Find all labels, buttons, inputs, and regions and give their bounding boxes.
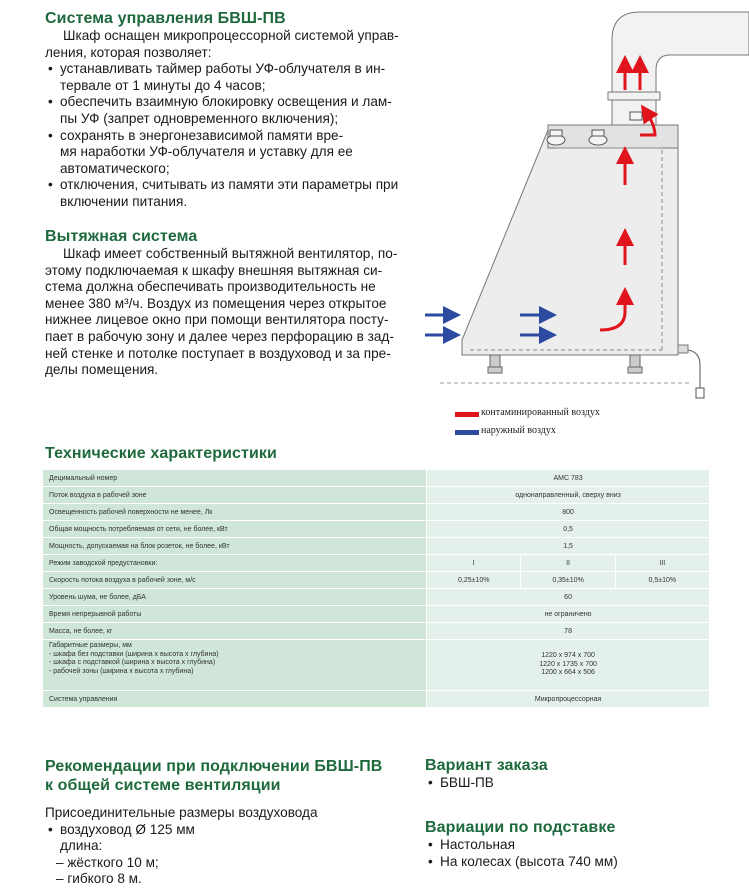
- specs-table: [42, 469, 710, 708]
- exhaust-title: Вытяжная система: [45, 228, 198, 245]
- line: устанавливать таймер работы УФ-облучателя в ин-: [60, 61, 386, 77]
- control-intro-line: ления, которая позволяет:: [45, 44, 212, 60]
- line: 1220 х 974 х 700: [541, 652, 595, 660]
- line: – гибкого 8 м.: [56, 871, 142, 887]
- recommend-text: [45, 805, 405, 888]
- line: 1200 х 664 х 506: [541, 669, 595, 677]
- line: сохранять в энергонезависимой памяти вре-: [60, 127, 344, 143]
- stand-list-wrap: [425, 837, 725, 870]
- table-row: [43, 504, 710, 521]
- list-item: [45, 94, 425, 127]
- line: пы УФ (запрет одновременного включения);: [60, 110, 339, 126]
- line: менее 380 м³/ч. Воздух из помещения через открытое: [45, 295, 387, 311]
- cell-label: Масса, не более, кг: [43, 623, 427, 640]
- table-row: [43, 572, 710, 589]
- cell-value: 0,5±10%: [615, 572, 709, 589]
- cell-value: II: [521, 555, 615, 572]
- control-bullets: [45, 61, 425, 210]
- control-intro: [45, 28, 425, 61]
- list-item: • На колесах (высота 740 мм): [425, 854, 725, 871]
- line: ней стенке и потолке поступает в воздуховод и за пре-: [45, 345, 391, 361]
- specs-title: Технические характеристики: [45, 445, 277, 462]
- line: нижнее лицевое окно при помощи вентилятора посту-: [45, 312, 389, 328]
- cell-label: Скорость потока воздуха в рабочей зоне, м/с: [43, 572, 427, 589]
- cabinet-feet: [488, 355, 642, 373]
- order-title: Вариант заказа: [425, 757, 548, 774]
- cell-label: Поток воздуха в рабочей зоне: [43, 487, 427, 504]
- control-text: [45, 28, 425, 211]
- cell-value: 1,5: [427, 538, 710, 555]
- table-row: [43, 691, 710, 708]
- line: отключения, считывать из памяти эти параметры при: [60, 177, 399, 193]
- legend-swatch-outside: [455, 430, 479, 435]
- cell-value: 800: [427, 504, 710, 521]
- cell-value: АМС 783: [427, 470, 710, 487]
- line: длина:: [60, 838, 103, 854]
- stand-title: Вариации по подставке: [425, 819, 616, 836]
- cell-value: 0,35±10%: [521, 572, 615, 589]
- table-row: [43, 470, 710, 487]
- order-list: [425, 775, 725, 792]
- order-list-wrap: [425, 775, 725, 792]
- line: пает в рабочую зону и далее через перфорацию в зад-: [45, 328, 394, 344]
- recommend-subtitle: Присоединительные размеры воздуховода: [45, 805, 318, 820]
- line: 1220 х 1735 х 700: [539, 660, 597, 668]
- cell-value: I: [427, 555, 521, 572]
- cell-label: [43, 640, 427, 691]
- cell-value: однонаправленный, сверху вниз: [427, 487, 710, 504]
- recommend-title: [45, 757, 382, 795]
- line: Шкаф имеет собственный вытяжной вентилятор, по-: [63, 246, 398, 261]
- list-item: [45, 61, 425, 94]
- cell-label: Время непрерывной работы: [43, 606, 427, 623]
- line: автоматического;: [60, 160, 170, 176]
- cell-label: Система управления: [43, 691, 427, 708]
- cell-value: не ограничено: [427, 606, 710, 623]
- recommend-bullets: [45, 822, 405, 839]
- exhaust-text: [45, 246, 425, 379]
- table-row: [43, 555, 710, 572]
- table-row: [43, 623, 710, 640]
- line: - рабочей зоны (ширина х высота х глубина): [49, 667, 194, 675]
- duct: [608, 12, 749, 130]
- line: – жёсткого 10 м;: [56, 854, 159, 870]
- line: к общей системе вентиляции: [45, 777, 281, 794]
- cell-value: 78: [427, 623, 710, 640]
- cabinet-airflow-diagram: [415, 0, 749, 400]
- legend-swatch-contaminated: [455, 412, 479, 417]
- line: обеспечить взаимную блокировку освещения и лам-: [60, 94, 392, 110]
- legend-outside: наружный воздух: [481, 425, 556, 436]
- line: Габаритные размеры, мм: [49, 642, 132, 649]
- stand-list: [425, 837, 725, 870]
- cell-label: Мощность, допускаемая на блок розеток, не более, кВт: [43, 538, 427, 555]
- line: этому подключаемая к шкафу внешняя вытяжная си-: [45, 262, 383, 278]
- cell-value: [427, 640, 710, 691]
- cell-label: Уровень шума, не более, дБА: [43, 589, 427, 606]
- control-title: Система управления БВШ-ПВ: [45, 10, 286, 27]
- line: включении питания.: [60, 193, 188, 209]
- list-item: [45, 128, 425, 178]
- cell-value: 60: [427, 589, 710, 606]
- line: тервале от 1 минуты до 4 часов;: [60, 77, 266, 93]
- cell-value: 0,5: [427, 521, 710, 538]
- cell-label: Децимальный номер: [43, 470, 427, 487]
- line: - шкафа с подставкой (ширина х высота х глубина): [49, 659, 216, 666]
- table-row: [43, 487, 710, 504]
- cell-value: 0,25±10%: [427, 572, 521, 589]
- cell-value: III: [615, 555, 709, 572]
- line: Рекомендации при подключении БВШ-ПВ: [45, 758, 383, 775]
- table-row: [43, 521, 710, 538]
- legend-contaminated: контаминированный воздух: [481, 407, 600, 418]
- table-row: [43, 606, 710, 623]
- cell-value: Микропроцессорная: [427, 691, 710, 708]
- line: мя наработки УФ-облучателя и уставку для ее: [60, 144, 353, 160]
- table-row: [43, 538, 710, 555]
- list-item: • воздуховод Ø 125 мм: [45, 822, 405, 839]
- cell-label: Режим заводской предустановки:: [43, 555, 427, 572]
- cell-label: Освещенность рабочей поверхности не менее, Лк: [43, 504, 427, 521]
- line: - шкафа без подставки (ширина х высота х глубина): [49, 650, 219, 658]
- table-row: [43, 640, 710, 691]
- line: делы помещения.: [45, 362, 159, 378]
- list-item: [45, 177, 425, 210]
- control-intro-line: Шкаф оснащен микропроцессорной системой управ-: [63, 28, 399, 43]
- line: стема должна обеспечивать производительность не: [45, 279, 376, 295]
- list-item: • Настольная: [425, 837, 725, 854]
- table-row: [43, 589, 710, 606]
- list-item: • БВШ-ПВ: [425, 775, 725, 792]
- cell-label: Общая мощность потребляемая от сети, не более, кВт: [43, 521, 427, 538]
